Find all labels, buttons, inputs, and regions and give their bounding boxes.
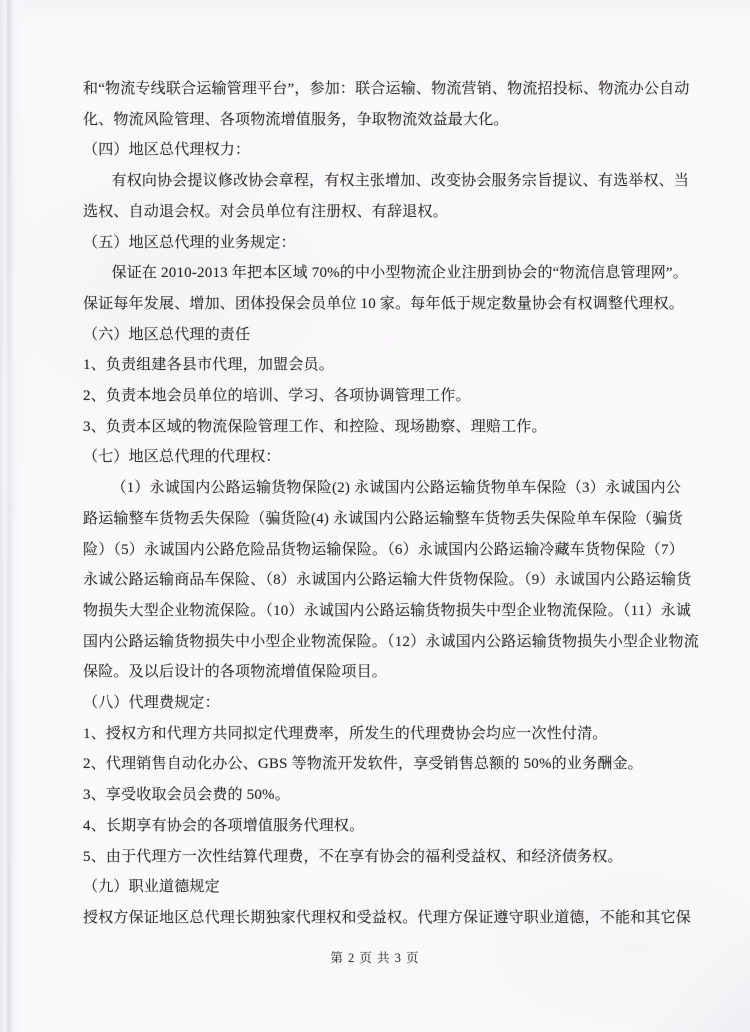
- text-line: 1、授权方和代理方共同拟定代理费率，所发生的代理费协会均应一次性付清。: [83, 725, 608, 742]
- text-line: 永诚公路运输商品车保险、（8）永诚国内公路运输大件货物保险。（9）永诚国内公路运输货: [83, 572, 692, 589]
- text-line: 保证每年发展、增加、团体投保会员单位 10 家。每年低于规定数量协会有权调整代理权。: [83, 295, 684, 312]
- text-line: 3、负责本区域的物流保险管理工作、和控险、现场勘察、理赔工作。: [83, 418, 547, 435]
- text-line: （1）永诚国内公路运输货物保险(2) 永诚国内公路运输货物单车保险（3）永诚国内公: [111, 480, 681, 497]
- text-line: 化、物流风险管理、各项物流增值服务，争取物流效益最大化。: [83, 111, 509, 128]
- document-lines: [83, 74, 703, 934]
- scan-edge-shadow: [7, 0, 11, 1032]
- text-line: 4、长期享有协会的各项增值服务代理权。: [83, 817, 365, 834]
- text-line: 1、负责组建各县市代理，加盟会员。: [83, 357, 334, 374]
- page-number-footer: 第 2 页 共 3 页: [330, 951, 420, 965]
- text-line: 国内公路运输货物损失中小型企业物流保险。（12）永诚国内公路运输货物损失小型企业物流: [83, 633, 699, 650]
- text-line: 物损失大型企业物流保险。（10）永诚国内公路运输货物损失中型企业物流保险。（11）永诚: [83, 602, 692, 619]
- text-line: 3、享受收取会员会费的 50%。: [83, 787, 290, 804]
- text-line: 险）（5）永诚国内公路危险品货物运输保险。（6）永诚国内公路运输冷藏车货物保险（7）: [83, 541, 684, 558]
- text-line: 路运输整车货物丢失保险（骗货险(4) 永诚国内公路运输整车货物丢失保险单车保险（骗货: [83, 510, 683, 527]
- text-line: 2、代理销售自动化办公、GBS 等物流开发软件，享受销售总额的 50%的业务酬金。: [83, 756, 643, 773]
- text-line: （九）职业道德规定: [83, 879, 220, 896]
- text-line: 和“物流专线联合运输管理平台”，参加：联合运输、物流营销、物流招投标、物流办公自动: [83, 81, 690, 97]
- text-line: （四）地区总代理权力：: [83, 142, 251, 159]
- text-line: 2、负责本地会员单位的培训、学习、各项协调管理工作。: [83, 388, 471, 405]
- text-line: 有权向协会提议修改协会章程，有权主张增加、改变协会服务宗旨提议、有选举权、当: [111, 173, 690, 190]
- text-line: （八）代理费规定：: [83, 695, 220, 712]
- text-line: 授权方保证地区总代理长期独家代理权和受益权。代理方保证遵守职业道德，不能和其它保: [83, 909, 692, 926]
- text-line: （七）地区总代理的代理权：: [83, 449, 281, 466]
- text-line: 5、由于代理方一次性结算代理费，不在享有协会的福利受益权、和经济债务权。: [83, 848, 623, 865]
- text-line: （五）地区总代理的业务规定：: [83, 234, 296, 251]
- text-line: 保险。及以后设计的各项物流增值保险项目。: [83, 664, 388, 681]
- text-line: 选权、自动退会权。对会员单位有注册权、有辞退权。: [83, 203, 448, 220]
- text-line: （六）地区总代理的责任: [83, 326, 251, 343]
- text-line: 保证在 2010-2013 年把本区域 70%的中小型物流企业注册到协会的“物流信息管理网”。: [111, 265, 688, 282]
